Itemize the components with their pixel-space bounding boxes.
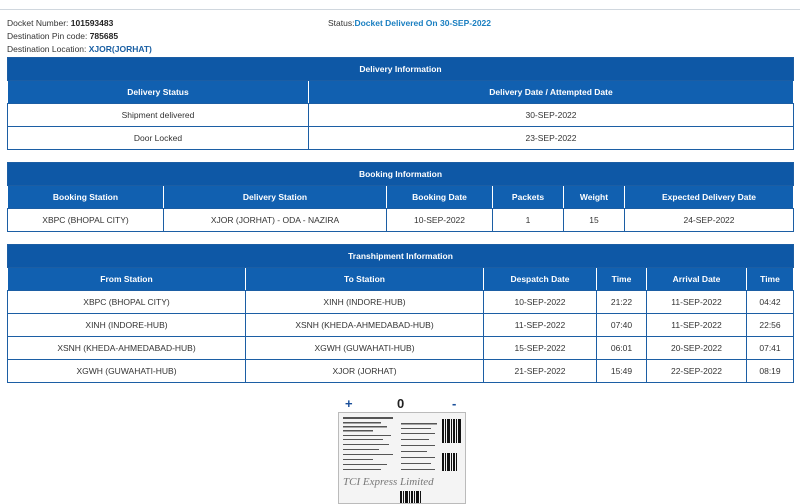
table-cell: Shipment delivered bbox=[8, 104, 309, 127]
table-cell: 21:22 bbox=[597, 291, 647, 314]
status-value: Docket Delivered On 30-SEP-2022 bbox=[354, 18, 492, 28]
column-header: Weight bbox=[564, 186, 625, 209]
destination-pin: 785685 bbox=[89, 31, 119, 41]
delivery-information-table bbox=[7, 57, 794, 150]
zoom-out-button[interactable]: - bbox=[452, 396, 457, 411]
pod-document-image[interactable] bbox=[338, 412, 466, 504]
table-cell: XGWH (GUWAHATI-HUB) bbox=[8, 360, 246, 383]
table-cell: Door Locked bbox=[8, 127, 309, 150]
table-cell: XINH (INDORE-HUB) bbox=[246, 291, 484, 314]
table-cell: 07:40 bbox=[597, 314, 647, 337]
table-cell: 15-SEP-2022 bbox=[484, 337, 597, 360]
table-cell: 21-SEP-2022 bbox=[484, 360, 597, 383]
table-cell: XSNH (KHEDA-AHMEDABAD-HUB) bbox=[246, 314, 484, 337]
table-cell: XSNH (KHEDA-AHMEDABAD-HUB) bbox=[8, 337, 246, 360]
table-cell: 08:19 bbox=[747, 360, 794, 383]
column-header: Booking Station bbox=[8, 186, 164, 209]
table-cell: XBPC (BHOPAL CITY) bbox=[8, 209, 164, 232]
zoom-level: 0 bbox=[397, 396, 405, 411]
table-cell: 22-SEP-2022 bbox=[647, 360, 747, 383]
table-cell: XBPC (BHOPAL CITY) bbox=[8, 291, 246, 314]
column-header: Delivery Status bbox=[8, 81, 309, 104]
table-cell: 11-SEP-2022 bbox=[484, 314, 597, 337]
column-header: Delivery Station bbox=[164, 186, 387, 209]
docket-number: 101593483 bbox=[70, 18, 114, 28]
table-cell: 06:01 bbox=[597, 337, 647, 360]
table-cell: XGWH (GUWAHATI-HUB) bbox=[246, 337, 484, 360]
booking-information-title: Booking Information bbox=[8, 163, 794, 186]
table-cell: 23-SEP-2022 bbox=[309, 127, 794, 150]
column-header: Arrival Date bbox=[647, 268, 747, 291]
column-header: Packets bbox=[493, 186, 564, 209]
table-cell: XINH (INDORE-HUB) bbox=[8, 314, 246, 337]
table-cell: 24-SEP-2022 bbox=[625, 209, 794, 232]
column-header: Booking Date bbox=[387, 186, 493, 209]
table-cell: 1 bbox=[493, 209, 564, 232]
delivery-information-title: Delivery Information bbox=[8, 58, 794, 81]
transhipment-information-title: Transhipment Information bbox=[8, 245, 794, 268]
table-cell: 30-SEP-2022 bbox=[309, 104, 794, 127]
column-header: From Station bbox=[8, 268, 246, 291]
transhipment-information-table bbox=[7, 244, 794, 383]
table-row bbox=[8, 127, 794, 150]
pod-watermark: TCI Express Limited bbox=[343, 476, 434, 488]
table-cell: XJOR (JORHAT) bbox=[246, 360, 484, 383]
column-header: Delivery Date / Attempted Date bbox=[309, 81, 794, 104]
table-row bbox=[8, 209, 794, 232]
column-header: Despatch Date bbox=[484, 268, 597, 291]
table-cell: 04:42 bbox=[747, 291, 794, 314]
column-header: Time bbox=[597, 268, 647, 291]
table-cell: 07:41 bbox=[747, 337, 794, 360]
destination-pin-line: Destination Pin code: 785685 bbox=[7, 31, 119, 41]
top-divider bbox=[0, 9, 800, 10]
table-cell: 11-SEP-2022 bbox=[647, 291, 747, 314]
destination-location: XJOR(JORHAT) bbox=[88, 44, 152, 54]
docket-number-line: Docket Number: 101593483 bbox=[7, 18, 114, 28]
column-header: Time bbox=[747, 268, 794, 291]
booking-information-table bbox=[7, 162, 794, 232]
table-row bbox=[8, 104, 794, 127]
table-cell: 15:49 bbox=[597, 360, 647, 383]
table-row bbox=[8, 291, 794, 314]
table-cell: 22:56 bbox=[747, 314, 794, 337]
pod-document-scan bbox=[339, 413, 465, 503]
table-cell: 11-SEP-2022 bbox=[647, 314, 747, 337]
zoom-in-button[interactable]: + bbox=[345, 396, 353, 411]
docket-status: Status:Docket Delivered On 30-SEP-2022 bbox=[328, 18, 492, 28]
table-cell: 20-SEP-2022 bbox=[647, 337, 747, 360]
table-row bbox=[8, 337, 794, 360]
docket-meta bbox=[7, 17, 152, 56]
destination-location-line: Destination Location: XJOR(JORHAT) bbox=[7, 44, 152, 54]
table-cell: 10-SEP-2022 bbox=[387, 209, 493, 232]
table-row bbox=[8, 314, 794, 337]
column-header: To Station bbox=[246, 268, 484, 291]
table-row bbox=[8, 360, 794, 383]
table-cell: 15 bbox=[564, 209, 625, 232]
table-cell: XJOR (JORHAT) - ODA - NAZIRA bbox=[164, 209, 387, 232]
column-header: Expected Delivery Date bbox=[625, 186, 794, 209]
table-cell: 10-SEP-2022 bbox=[484, 291, 597, 314]
